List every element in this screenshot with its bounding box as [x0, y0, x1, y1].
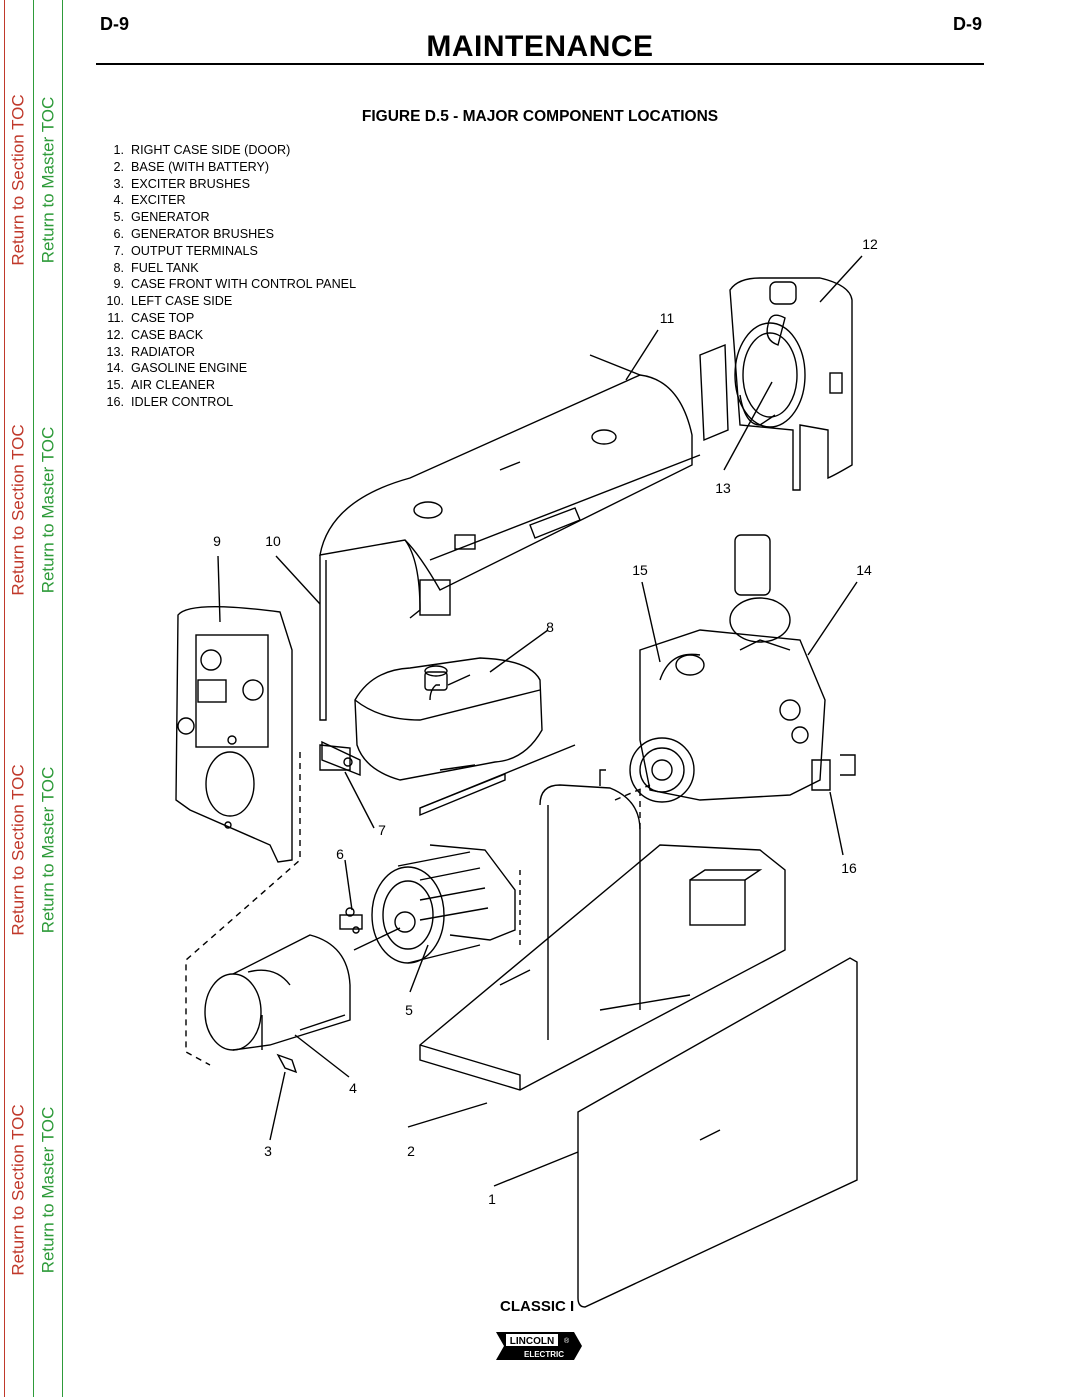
- case-front-drawing: [176, 607, 292, 862]
- case-back-drawing: [700, 278, 852, 490]
- page-code-right: D-9: [952, 14, 982, 34]
- callout-label: 15: [632, 562, 648, 578]
- callout-label: 4: [349, 1080, 357, 1096]
- callout-label: 3: [264, 1143, 272, 1159]
- callout-label: 12: [862, 236, 878, 252]
- legend-item: 7. OUTPUT TERMINALS: [113, 243, 258, 258]
- logo-registered-mark: ®: [564, 1338, 570, 1345]
- callout-label: 14: [856, 562, 872, 578]
- legend-item: 8. FUEL TANK: [113, 260, 199, 275]
- legend-item: 15. AIR CLEANER: [106, 378, 215, 393]
- model-name: CLASSIC I: [500, 1298, 575, 1315]
- callout-leaders: [218, 256, 862, 1186]
- page-title: MAINTENANCE: [426, 30, 654, 63]
- fuel-tank-drawing: [320, 658, 575, 808]
- generator-drawing: [354, 845, 520, 963]
- lincoln-electric-logo: [496, 1330, 582, 1362]
- legend-item: 1. RIGHT CASE SIDE (DOOR): [113, 143, 291, 157]
- callout-label: 5: [405, 1002, 413, 1018]
- return-to-section-toc-link-4[interactable]: Return to Section TOC: [9, 1104, 29, 1276]
- case-top-drawing: [320, 355, 700, 720]
- return-to-section-toc-link-3[interactable]: Return to Section TOC: [9, 764, 29, 936]
- callout-label: 2: [407, 1143, 415, 1159]
- legend-item: 4. EXCITER: [113, 193, 186, 208]
- callout-label: 7: [378, 822, 386, 838]
- legend-item: 3. EXCITER BRUSHES: [113, 176, 250, 191]
- return-to-master-toc-link-3[interactable]: Return to Master TOC: [38, 766, 58, 934]
- legend-item: 12. CASE BACK: [106, 327, 204, 342]
- callout-label: 16: [841, 860, 857, 876]
- exciter-drawing: [205, 935, 350, 1050]
- return-to-section-toc-link-2[interactable]: Return to Section TOC: [9, 424, 29, 596]
- exciter-brushes-drawing: [278, 1055, 296, 1072]
- callout-label: 11: [659, 310, 675, 326]
- page-code-left: D-9: [100, 14, 130, 34]
- callout-label: 6: [336, 846, 344, 862]
- callout-label: 13: [715, 480, 731, 496]
- legend-item: 14. GASOLINE ENGINE: [106, 361, 248, 376]
- gasoline-engine-drawing: [630, 535, 855, 802]
- case-side-outline: [186, 752, 300, 1065]
- logo-bottom-text: ELECTRIC: [524, 1350, 564, 1359]
- return-to-master-toc-link-2[interactable]: Return to Master TOC: [38, 426, 58, 594]
- right-case-side-drawing: [578, 958, 857, 1307]
- legend-item: 16. IDLER CONTROL: [106, 394, 234, 409]
- generator-brushes-drawing: [340, 908, 362, 933]
- legend-item: 5. GENERATOR: [113, 210, 210, 225]
- legend-item: 11. CASE TOP: [107, 310, 195, 325]
- callout-label: 1: [488, 1191, 496, 1207]
- legend-item: 10. LEFT CASE SIDE: [106, 294, 233, 309]
- callout-label: 10: [265, 533, 281, 549]
- callout-label: 9: [213, 533, 221, 549]
- return-to-section-toc-link-1[interactable]: Return to Section TOC: [9, 94, 29, 266]
- logo-top-text: LINCOLN: [509, 1336, 555, 1347]
- legend-item: 2. BASE (WITH BATTERY): [113, 159, 270, 174]
- figure-title: FIGURE D.5 - MAJOR COMPONENT LOCATIONS: [361, 108, 719, 125]
- legend-item: 6. GENERATOR BRUSHES: [113, 226, 274, 241]
- base-drawing: [420, 770, 785, 1090]
- return-to-master-toc-link-1[interactable]: Return to Master TOC: [38, 96, 58, 264]
- callout-label: 8: [546, 619, 554, 635]
- return-to-master-toc-link-4[interactable]: Return to Master TOC: [38, 1106, 58, 1274]
- legend-item: 9. CASE FRONT WITH CONTROL PANEL: [113, 277, 357, 292]
- legend-item: 13. RADIATOR: [106, 344, 195, 359]
